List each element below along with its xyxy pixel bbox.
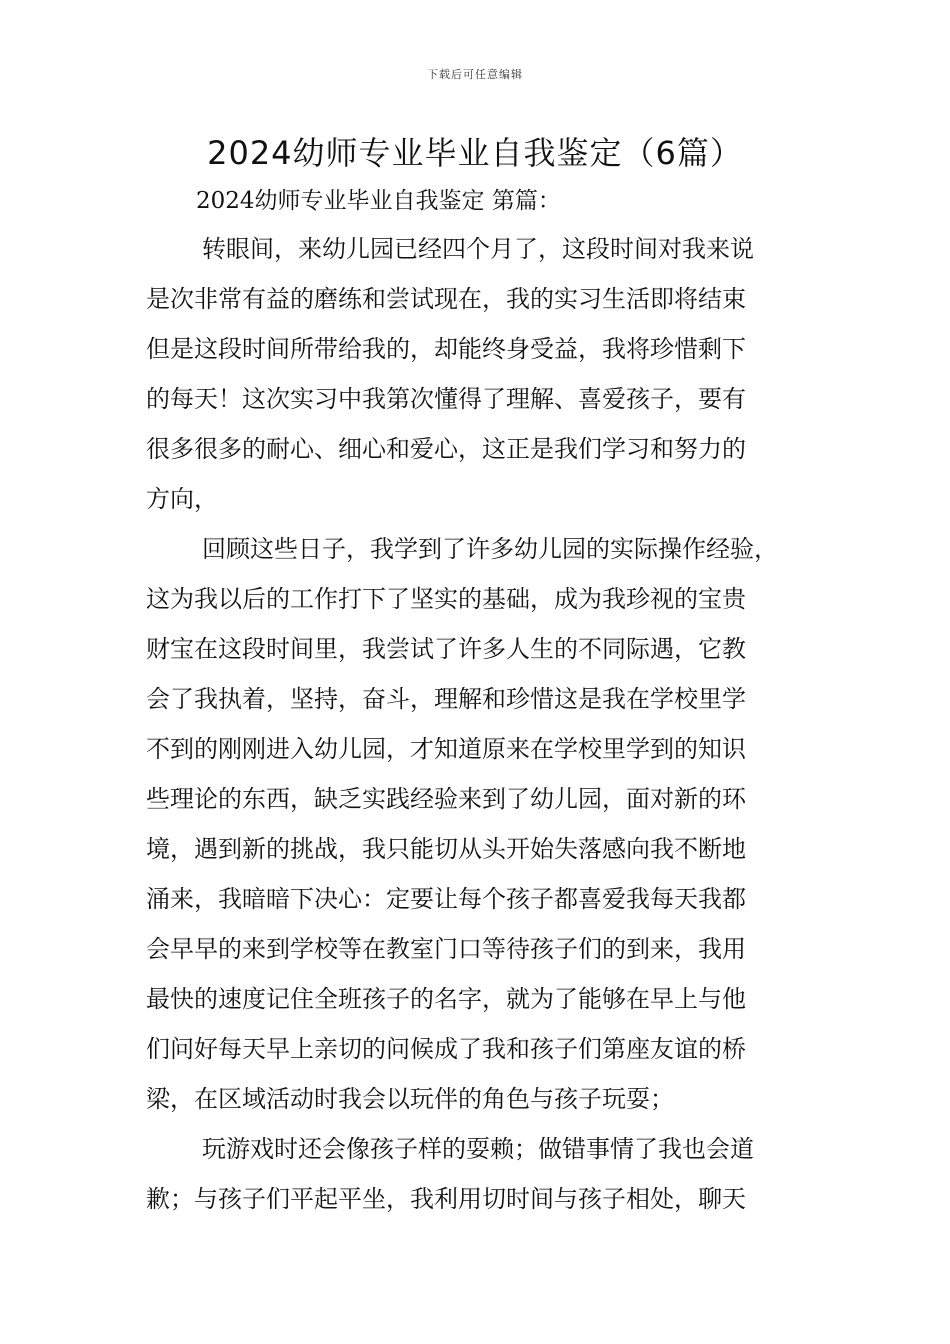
paragraph-line: 境，遇到新的挑战，我只能切从头开始失落感向我不断地 [146,835,746,863]
paragraph-line: 不到的刚刚进入幼儿园，才知道原来在学校里学到的知识 [146,735,746,763]
paragraph-line: 转眼间，来幼儿园已经四个月了，这段时间对我来说 [202,235,754,263]
paragraph-line: 财宝在这段时间里，我尝试了许多人生的不同际遇，它教 [146,635,746,663]
paragraph-line: 这为我以后的工作打下了坚实的基础，成为我珍视的宝贵 [146,585,746,613]
paragraph-line: 梁，在区域活动时我会以玩伴的角色与孩子玩耍； [146,1085,674,1113]
header-note: 下载后可任意编辑 [427,68,523,81]
paragraph-2 [146,524,806,1124]
document-body [146,224,806,1224]
document-subtitle: 2024幼师专业毕业自我鉴定 第篇： [196,188,561,214]
paragraph-line: 会了我执着，坚持，奋斗，理解和珍惜这是我在学校里学 [146,685,746,713]
paragraph-line: 们问好每天早上亲切的问候成了我和孩子们第座友谊的桥 [146,1035,746,1063]
paragraph-3 [146,1124,806,1224]
paragraph-line: 的每天！这次实习中我第次懂得了理解、喜爱孩子，要有 [146,385,746,413]
paragraph-line: 是次非常有益的磨练和尝试现在，我的实习生活即将结束 [146,285,746,313]
paragraph-line: 会早早的来到学校等在教室门口等待孩子们的到来，我用 [146,935,746,963]
paragraph-line: 但是这段时间所带给我的，却能终身受益，我将珍惜剩下 [146,335,746,363]
paragraph-line: 方向， [146,485,218,513]
paragraph-line: 涌来，我暗暗下决心：定要让每个孩子都喜爱我每天我都 [146,885,746,913]
paragraph-line: 歉；与孩子们平起平坐，我利用切时间与孩子相处，聊天 [146,1185,746,1213]
paragraph-line: 玩游戏时还会像孩子样的耍赖；做错事情了我也会道 [202,1135,754,1163]
paragraph-line: 些理论的东西，缺乏实践经验来到了幼儿园，面对新的环 [146,785,746,813]
paragraph-1 [146,224,806,524]
paragraph-line: 回顾这些日子，我学到了许多幼儿园的实际操作经验， [202,535,778,563]
paragraph-line: 最快的速度记住全班孩子的名字，就为了能够在早上与他 [146,985,746,1013]
paragraph-line: 很多很多的耐心、细心和爱心，这正是我们学习和努力的 [146,435,746,463]
document-title: 2024幼师专业毕业自我鉴定（6篇） [207,134,743,172]
